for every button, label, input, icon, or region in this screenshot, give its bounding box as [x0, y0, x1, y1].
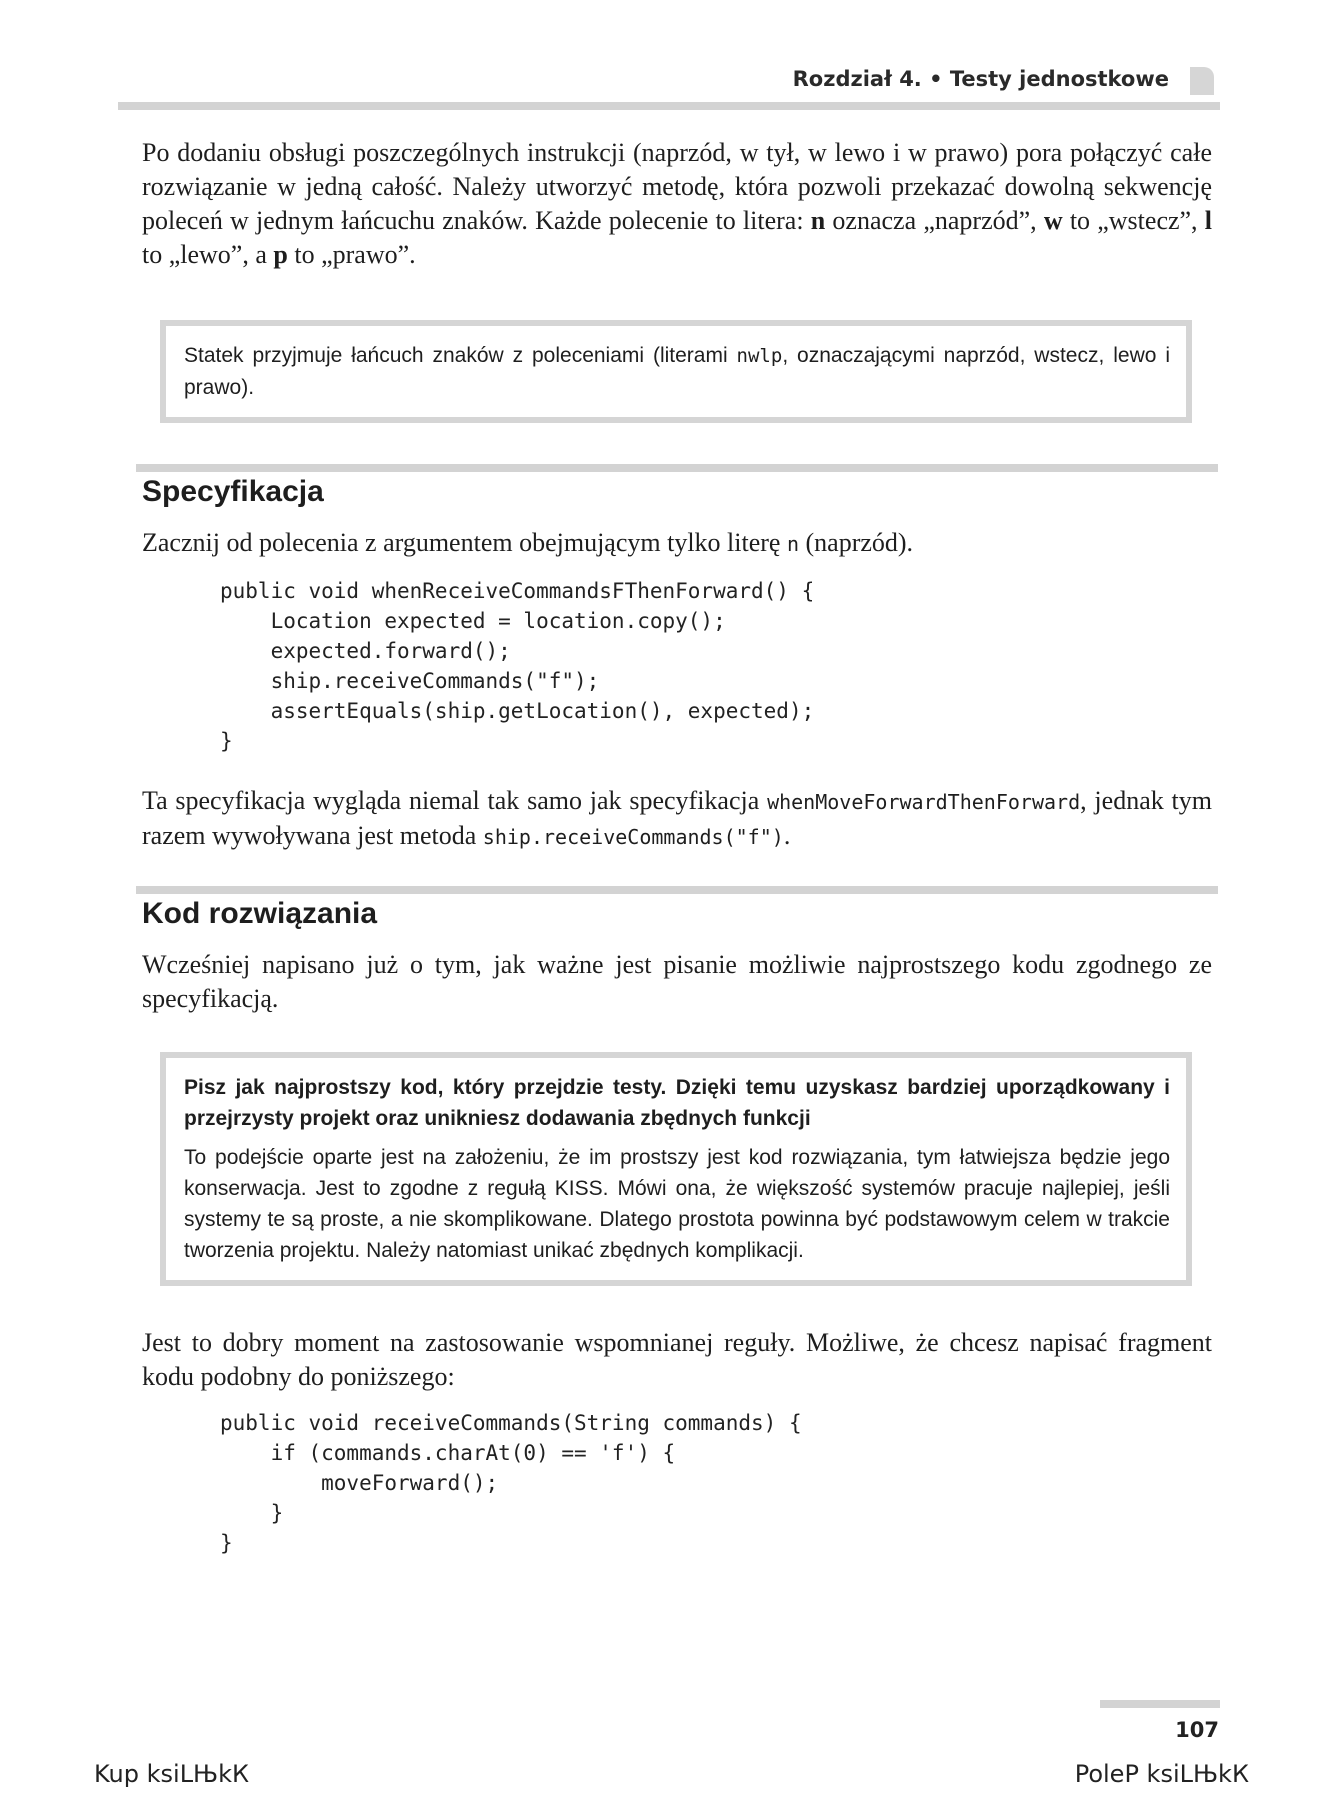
section-heading-spec: Specyfikacja: [142, 475, 324, 508]
spec-after-paragraph: [142, 784, 1212, 854]
code-line: }: [220, 729, 233, 753]
spec-text: (naprzód).: [799, 528, 914, 557]
inline-code: nwlp: [736, 345, 783, 367]
spec-text: , jednak tym razem wywoływana jest metoda: [142, 786, 1212, 850]
code-line: public void receiveCommands(String commands) {: [220, 1411, 802, 1435]
callout-body: To podejście oparte jest na założeniu, że im prostszy jest kod rozwiązania, tym łatwiejsza będzie jego konserwacja. Jest to zgodne z regułą KISS. Mówi ona, że większość systemów pracuje najlepiej, jeśli systemy te są proste, a nie skomplikowane. Dlatego prostota powinna być podstawowym celem w trakcie tworzenia projektu. Należy natomiast unikać zbędnych komplikacji.: [184, 1146, 1170, 1262]
code-line: Location expected = location.copy();: [220, 609, 726, 633]
code-line: moveForward();: [220, 1471, 499, 1495]
code-line: }: [220, 1501, 284, 1525]
section-heading-code: Kod rozwiązania: [142, 897, 378, 930]
header-tab-marker: [1190, 67, 1214, 95]
spec-text: .: [783, 821, 791, 850]
section-rule: [136, 464, 1218, 472]
callout-text-part: , oznaczającymi naprzód, wstecz, lewo i prawo).: [184, 344, 1170, 399]
callout-kiss: [160, 1052, 1192, 1286]
footer-rule: [1100, 1700, 1220, 1708]
intro-text: to „lewo”, a: [142, 240, 274, 269]
callout-text: [184, 340, 1170, 403]
intro-text: Po dodaniu obsługi poszczególnych instrukcji (naprzód, w tył, w lewo i w prawo) pora połączyć całe rozwiązanie w jedną całość. Należy utworzyć metodę, która pozwoli przekazać dowolną sekwencję poleceń w jednym łańcuchu znaków. Każde polecenie to litera:: [142, 138, 1212, 235]
header-rule: [118, 102, 1220, 110]
inline-code: n: [786, 532, 799, 556]
callout-commands: [160, 320, 1192, 423]
code-after-paragraph: Jest to dobry moment na zastosowanie wspomnianej reguły. Możliwe, że chcesz napisać fragment kodu podobny do poniższego:: [142, 1328, 1212, 1391]
inline-code: whenMoveForwardThenForward: [767, 790, 1081, 814]
footer-buy-link[interactable]: Kup ksiLЊkК: [94, 1760, 250, 1788]
letter-w: w: [1043, 206, 1063, 235]
intro-text: to „prawo”.: [287, 240, 416, 269]
intro-text: to „wstecz”,: [1062, 206, 1205, 235]
spec-intro-paragraph: [142, 526, 1212, 561]
callout-text-part: Statek przyjmuje łańcuch znaków z poleceniami (literami: [184, 344, 737, 367]
spec-text: Zacznij od polecenia z argumentem obejmującym tylko literę: [142, 528, 787, 557]
letter-l: l: [1204, 206, 1212, 235]
callout-title: Pisz jak najprostszy kod, który przejdzie testy. Dzięki temu uzyskasz bardziej uporządkowany i przejrzysty projekt oraz unikniesz dodawania zbędnych funkcji: [184, 1076, 1170, 1130]
code-line: if (commands.charAt(0) == 'f') {: [220, 1441, 676, 1465]
inline-code: ship.receiveCommands("f"): [482, 825, 784, 849]
code-line: }: [220, 1531, 233, 1555]
intro-text: oznacza „naprzód”,: [825, 206, 1044, 235]
code-line: assertEquals(ship.getLocation(), expected);: [220, 699, 815, 723]
code-intro-paragraph: Wcześniej napisano już o tym, jak ważne jest pisanie możliwie najprostszego kodu zgodnego ze specyfikacją.: [142, 950, 1212, 1013]
footer-recommend-link[interactable]: PoleР ksiLЊkК: [1074, 1760, 1249, 1788]
intro-paragraph: [142, 136, 1212, 272]
letter-p: p: [273, 240, 288, 269]
letter-n: n: [810, 206, 826, 235]
page-number: 107: [1175, 1718, 1219, 1742]
section-rule: [136, 886, 1218, 894]
code-line: public void whenReceiveCommandsFThenForward() {: [220, 579, 815, 603]
code-block-spec: [220, 576, 814, 756]
spec-text: Ta specyfikacja wygląda niemal tak samo jak specyfikacja: [142, 786, 768, 815]
code-line: ship.receiveCommands("f");: [220, 669, 600, 693]
chapter-title: Rozdział 4. • Testy jednostkowe: [792, 67, 1169, 91]
code-line: expected.forward();: [220, 639, 511, 663]
code-block-solution: [220, 1408, 802, 1558]
